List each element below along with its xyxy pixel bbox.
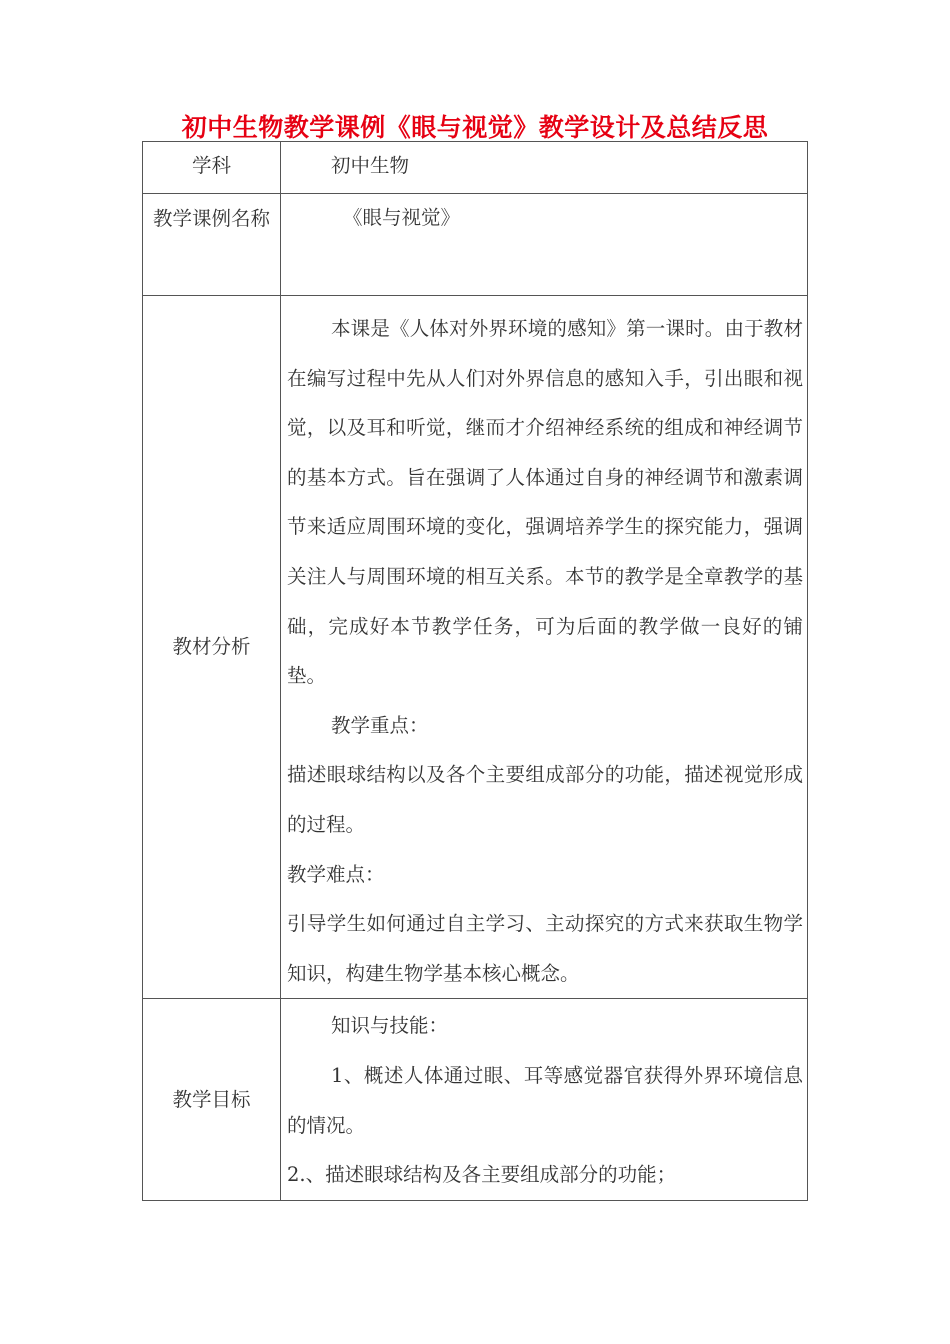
teaching-goals-row <box>143 999 808 1200</box>
material-analysis-label-cell <box>143 296 281 999</box>
subject-label-cell <box>143 142 281 194</box>
goal-item-1: 1、概述人体通过眼、耳等感觉器官获得外界环境信息的情况。 <box>287 1063 803 1137</box>
difficult-points-text: 引导学生如何通过自主学习、主动探究的方式来获取生物学知识，构建生物学基本核心概念。 <box>287 912 803 985</box>
teaching-goals-label: 教学目标 <box>172 1087 251 1111</box>
lesson-name-value: 《眼与视觉》 <box>343 206 461 229</box>
lesson-plan-table <box>142 141 808 1201</box>
goal-item-2: 2.、描述眼球结构及各主要组成部分的功能； <box>287 1163 677 1187</box>
teaching-goals-content-cell <box>281 999 808 1200</box>
subject-value-cell <box>281 142 808 194</box>
teaching-goals-label-cell <box>143 999 281 1200</box>
lesson-name-row <box>143 194 808 296</box>
analysis-paragraph: 本课是《人体对外界环境的感知》第一课时。由于教材在编写过程中先从人们对外界信息的感知入手，引出眼和视觉，以及耳和听觉，继而才介绍神经系统的组成和神经调节的基本方式。旨在强调了人体通过自身的神经调节和激素调节来适应周围环境的变化，强调培养学生的探究能力，强调关注人与周围环境的相互关系。本节的教学是全章教学的基础，完成好本节教学任务，可为后面的教学做一良好的铺垫。 <box>287 317 803 688</box>
material-analysis-row <box>143 296 808 999</box>
difficult-points-heading: 教学难点： <box>287 862 385 886</box>
goals-heading: 知识与技能： <box>331 1014 449 1038</box>
lesson-name-label: 教学课例名称 <box>152 207 270 230</box>
document-title: 初中生物教学课例《眼与视觉》教学设计及总结反思 <box>181 113 769 142</box>
subject-label: 学科 <box>191 154 231 177</box>
lesson-name-label-cell <box>143 194 281 296</box>
material-analysis-content-cell <box>281 296 808 999</box>
material-analysis-label: 教材分析 <box>172 635 251 659</box>
key-points-text: 描述眼球结构以及各个主要组成部分的功能，描述视觉形成的过程。 <box>287 763 803 836</box>
lesson-name-value-cell <box>281 194 808 296</box>
key-points-heading: 教学重点： <box>331 713 429 737</box>
subject-row <box>143 142 808 194</box>
subject-value: 初中生物 <box>331 154 410 177</box>
